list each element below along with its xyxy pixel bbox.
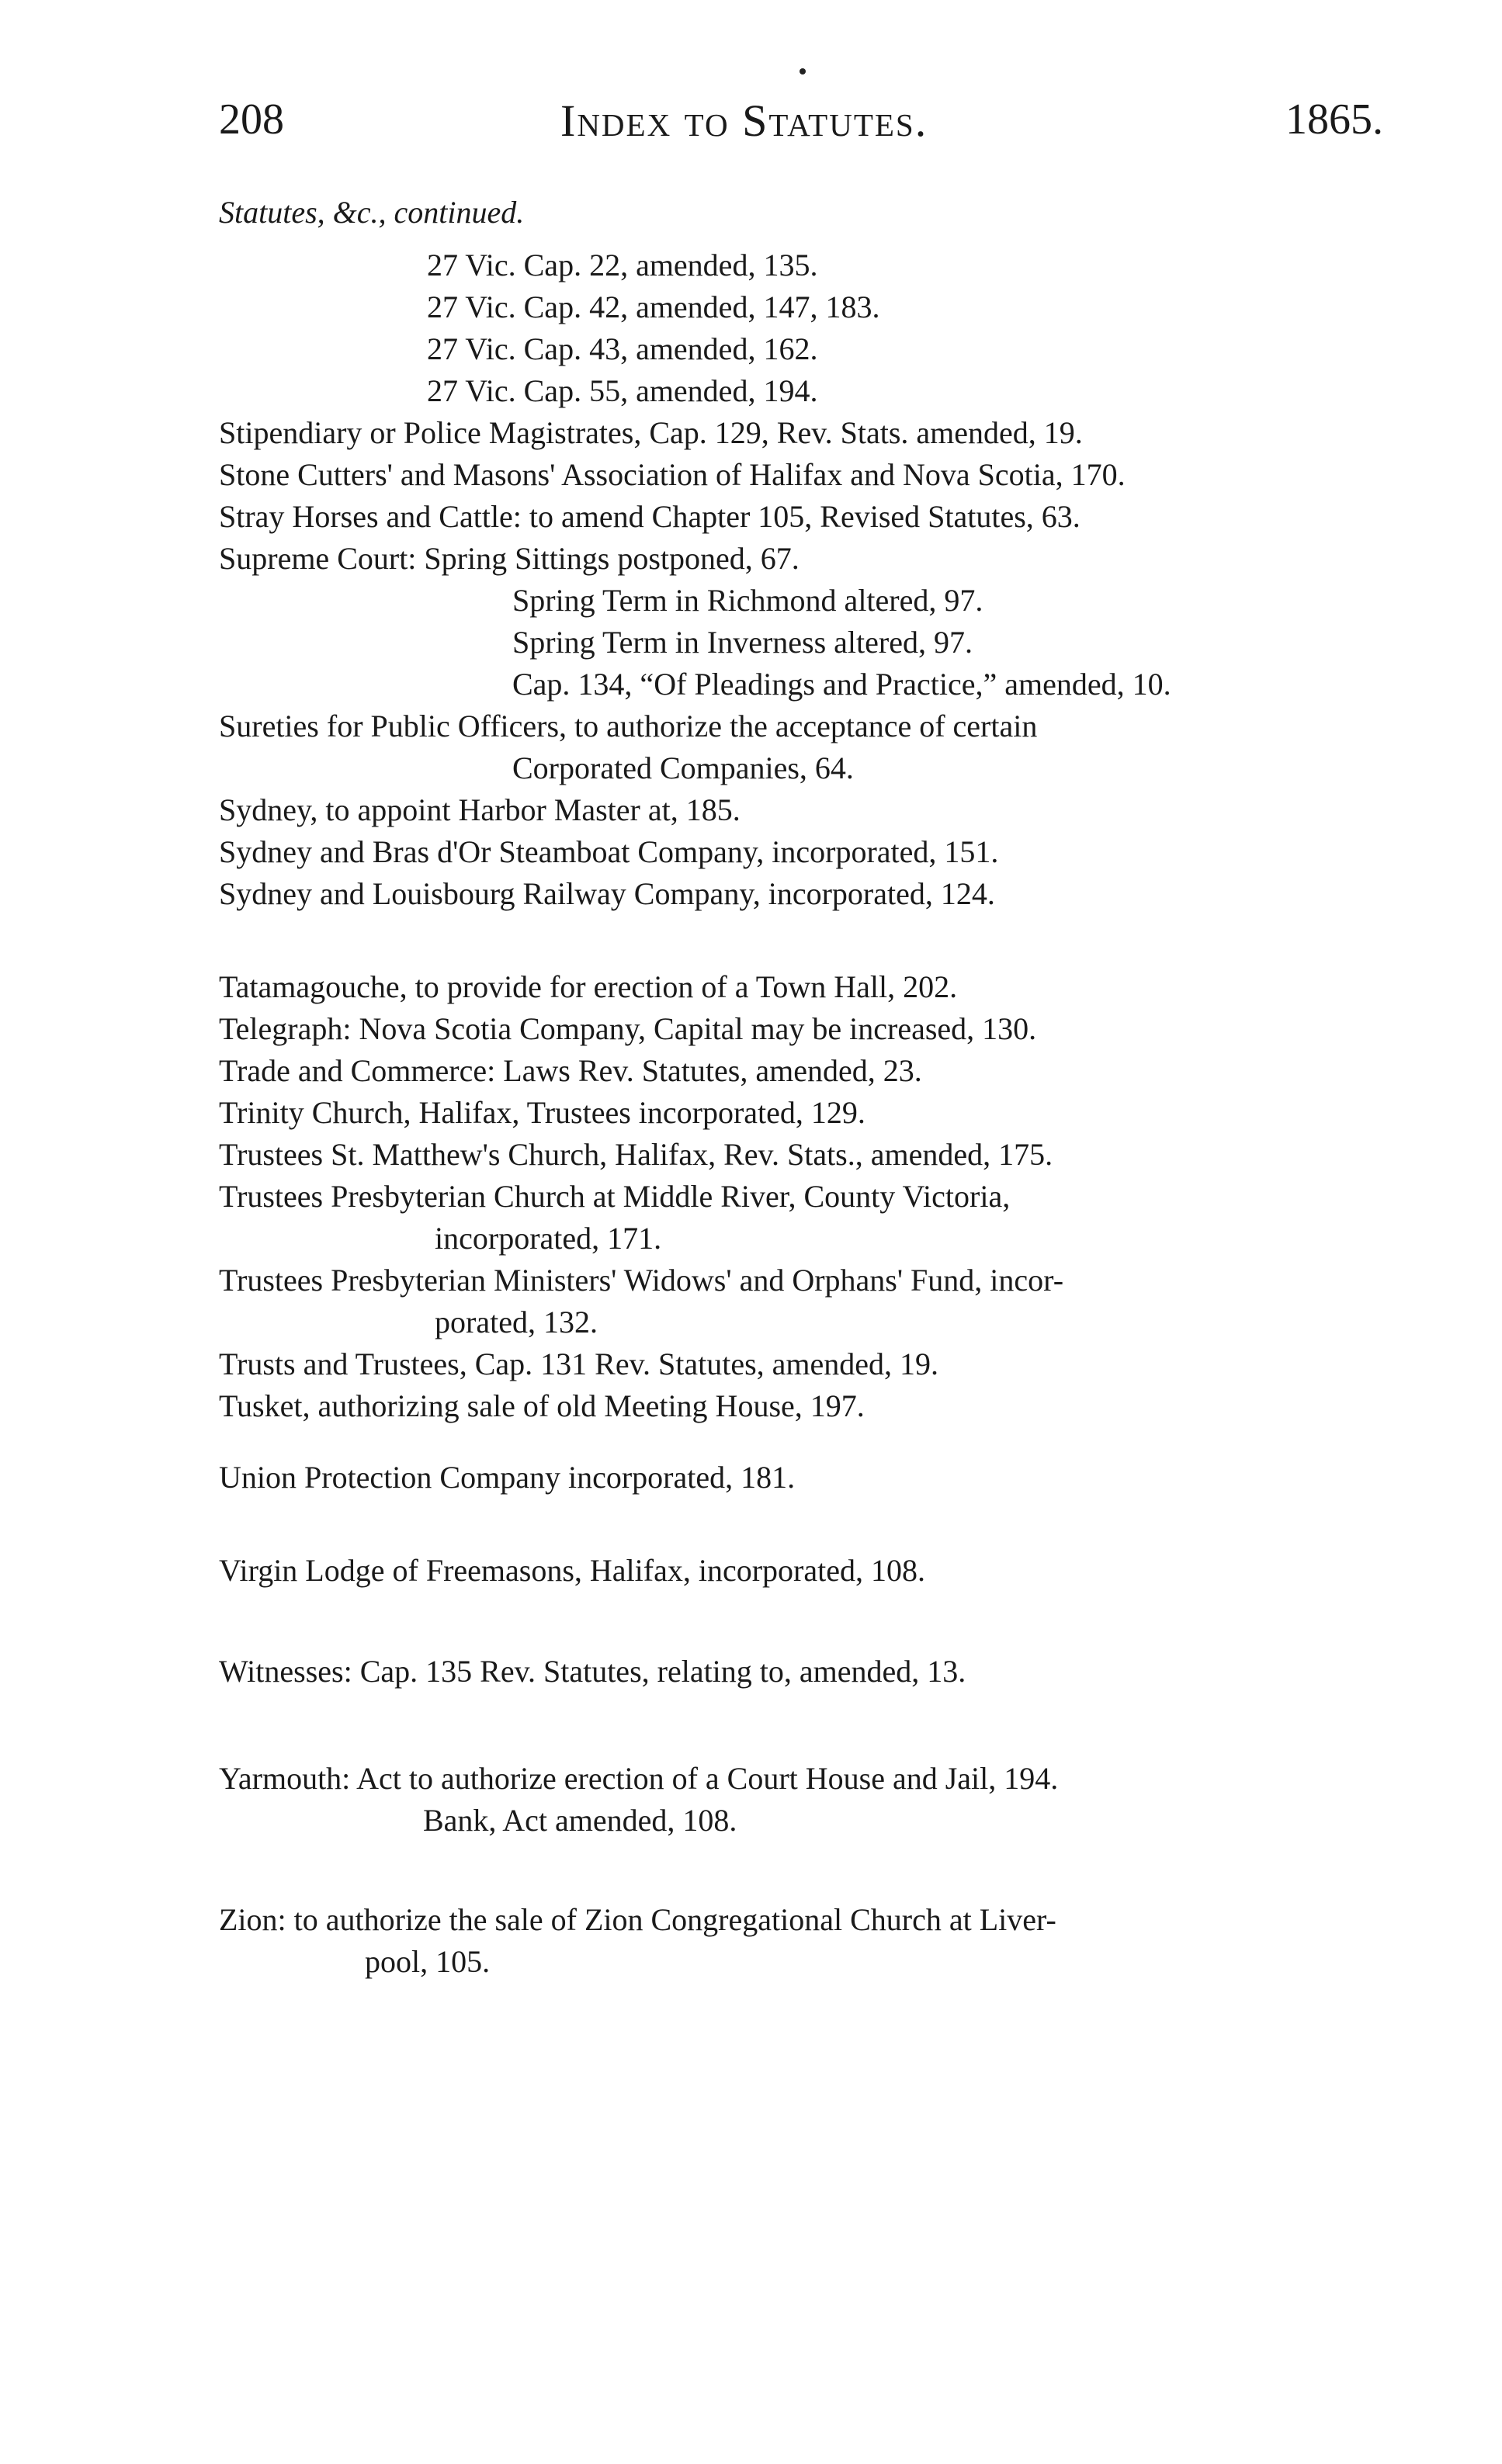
index-entry-line: Stray Horses and Cattle: to amend Chapter 105, Revised Statutes, 63. bbox=[219, 499, 1081, 534]
index-entry-line: Spring Term in Richmond altered, 97. bbox=[512, 583, 983, 618]
index-entry-line: Sydney and Bras d'Or Steamboat Company, incorporated, 151. bbox=[219, 834, 999, 869]
index-entry-line: Trade and Commerce: Laws Rev. Statutes, amended, 23. bbox=[219, 1053, 922, 1088]
index-entry-line: Union Protection Company incorporated, 181. bbox=[219, 1460, 796, 1495]
index-entry-line: porated, 132. bbox=[435, 1305, 598, 1339]
index-entry-line: Trusts and Trustees, Cap. 131 Rev. Statutes, amended, 19. bbox=[219, 1346, 939, 1381]
index-entry-line: Trustees St. Matthew's Church, Halifax, Rev. Stats., amended, 175. bbox=[219, 1137, 1053, 1172]
index-entry-line: Sydney, to appoint Harbor Master at, 185. bbox=[219, 792, 741, 827]
index-entry-line: incorporated, 171. bbox=[435, 1221, 662, 1256]
printer-mark-dot bbox=[800, 68, 806, 75]
index-entry-line: Spring Term in Inverness altered, 97. bbox=[512, 625, 973, 660]
index-entry-line: Yarmouth: Act to authorize erection of a Court House and Jail, 194. bbox=[219, 1761, 1059, 1796]
index-entry-line: Virgin Lodge of Freemasons, Halifax, incorporated, 108. bbox=[219, 1553, 925, 1588]
index-entry-line: Witnesses: Cap. 135 Rev. Statutes, relating to, amended, 13. bbox=[219, 1654, 966, 1689]
index-entry-line: Sureties for Public Officers, to authorize the acceptance of certain bbox=[219, 709, 1038, 743]
page-header bbox=[219, 95, 1383, 157]
index-entry-line: Tusket, authorizing sale of old Meeting House, 197. bbox=[219, 1388, 865, 1423]
index-entry-line: Stone Cutters' and Masons' Association of Halifax and Nova Scotia, 170. bbox=[219, 457, 1126, 492]
index-entry-line: Sydney and Louisbourg Railway Company, incorporated, 124. bbox=[219, 876, 995, 911]
index-entry-line: 27 Vic. Cap. 42, amended, 147, 183. bbox=[427, 289, 880, 324]
index-entry-line: Cap. 134, “Of Pleadings and Practice,” amended, 10. bbox=[512, 667, 1171, 702]
index-entry-line: 27 Vic. Cap. 22, amended, 135. bbox=[427, 248, 818, 282]
index-entry-line: 27 Vic. Cap. 43, amended, 162. bbox=[427, 331, 818, 366]
header-year: 1865. bbox=[1285, 95, 1383, 144]
index-entry-line: pool, 105. bbox=[365, 1944, 491, 1979]
index-entry-line: Zion: to authorize the sale of Zion Congregational Church at Liver- bbox=[219, 1902, 1056, 1937]
index-entry-line: 27 Vic. Cap. 55, amended, 194. bbox=[427, 373, 818, 408]
page-number: 208 bbox=[219, 95, 284, 144]
running-title: Index to Statutes. bbox=[560, 95, 928, 146]
index-entry-line: Stipendiary or Police Magistrates, Cap. 129, Rev. Stats. amended, 19. bbox=[219, 415, 1083, 450]
index-entry-line: Supreme Court: Spring Sittings postponed, 67. bbox=[219, 541, 800, 576]
index-entry-line: Telegraph: Nova Scotia Company, Capital may be increased, 130. bbox=[219, 1011, 1037, 1046]
index-entry-line: Trinity Church, Halifax, Trustees incorporated, 129. bbox=[219, 1095, 865, 1130]
index-entry-line: Bank, Act amended, 108. bbox=[423, 1803, 737, 1838]
index-entry-line: Trustees Presbyterian Ministers' Widows' and Orphans' Fund, incor- bbox=[219, 1263, 1064, 1298]
index-entry-line: Corporated Companies, 64. bbox=[512, 750, 854, 785]
index-entry-line: Trustees Presbyterian Church at Middle River, County Victoria, bbox=[219, 1179, 1011, 1214]
index-entry-line: Tatamagouche, to provide for erection of a Town Hall, 202. bbox=[219, 969, 958, 1004]
index-entry-line: Statutes, &c., continued. bbox=[219, 195, 525, 230]
